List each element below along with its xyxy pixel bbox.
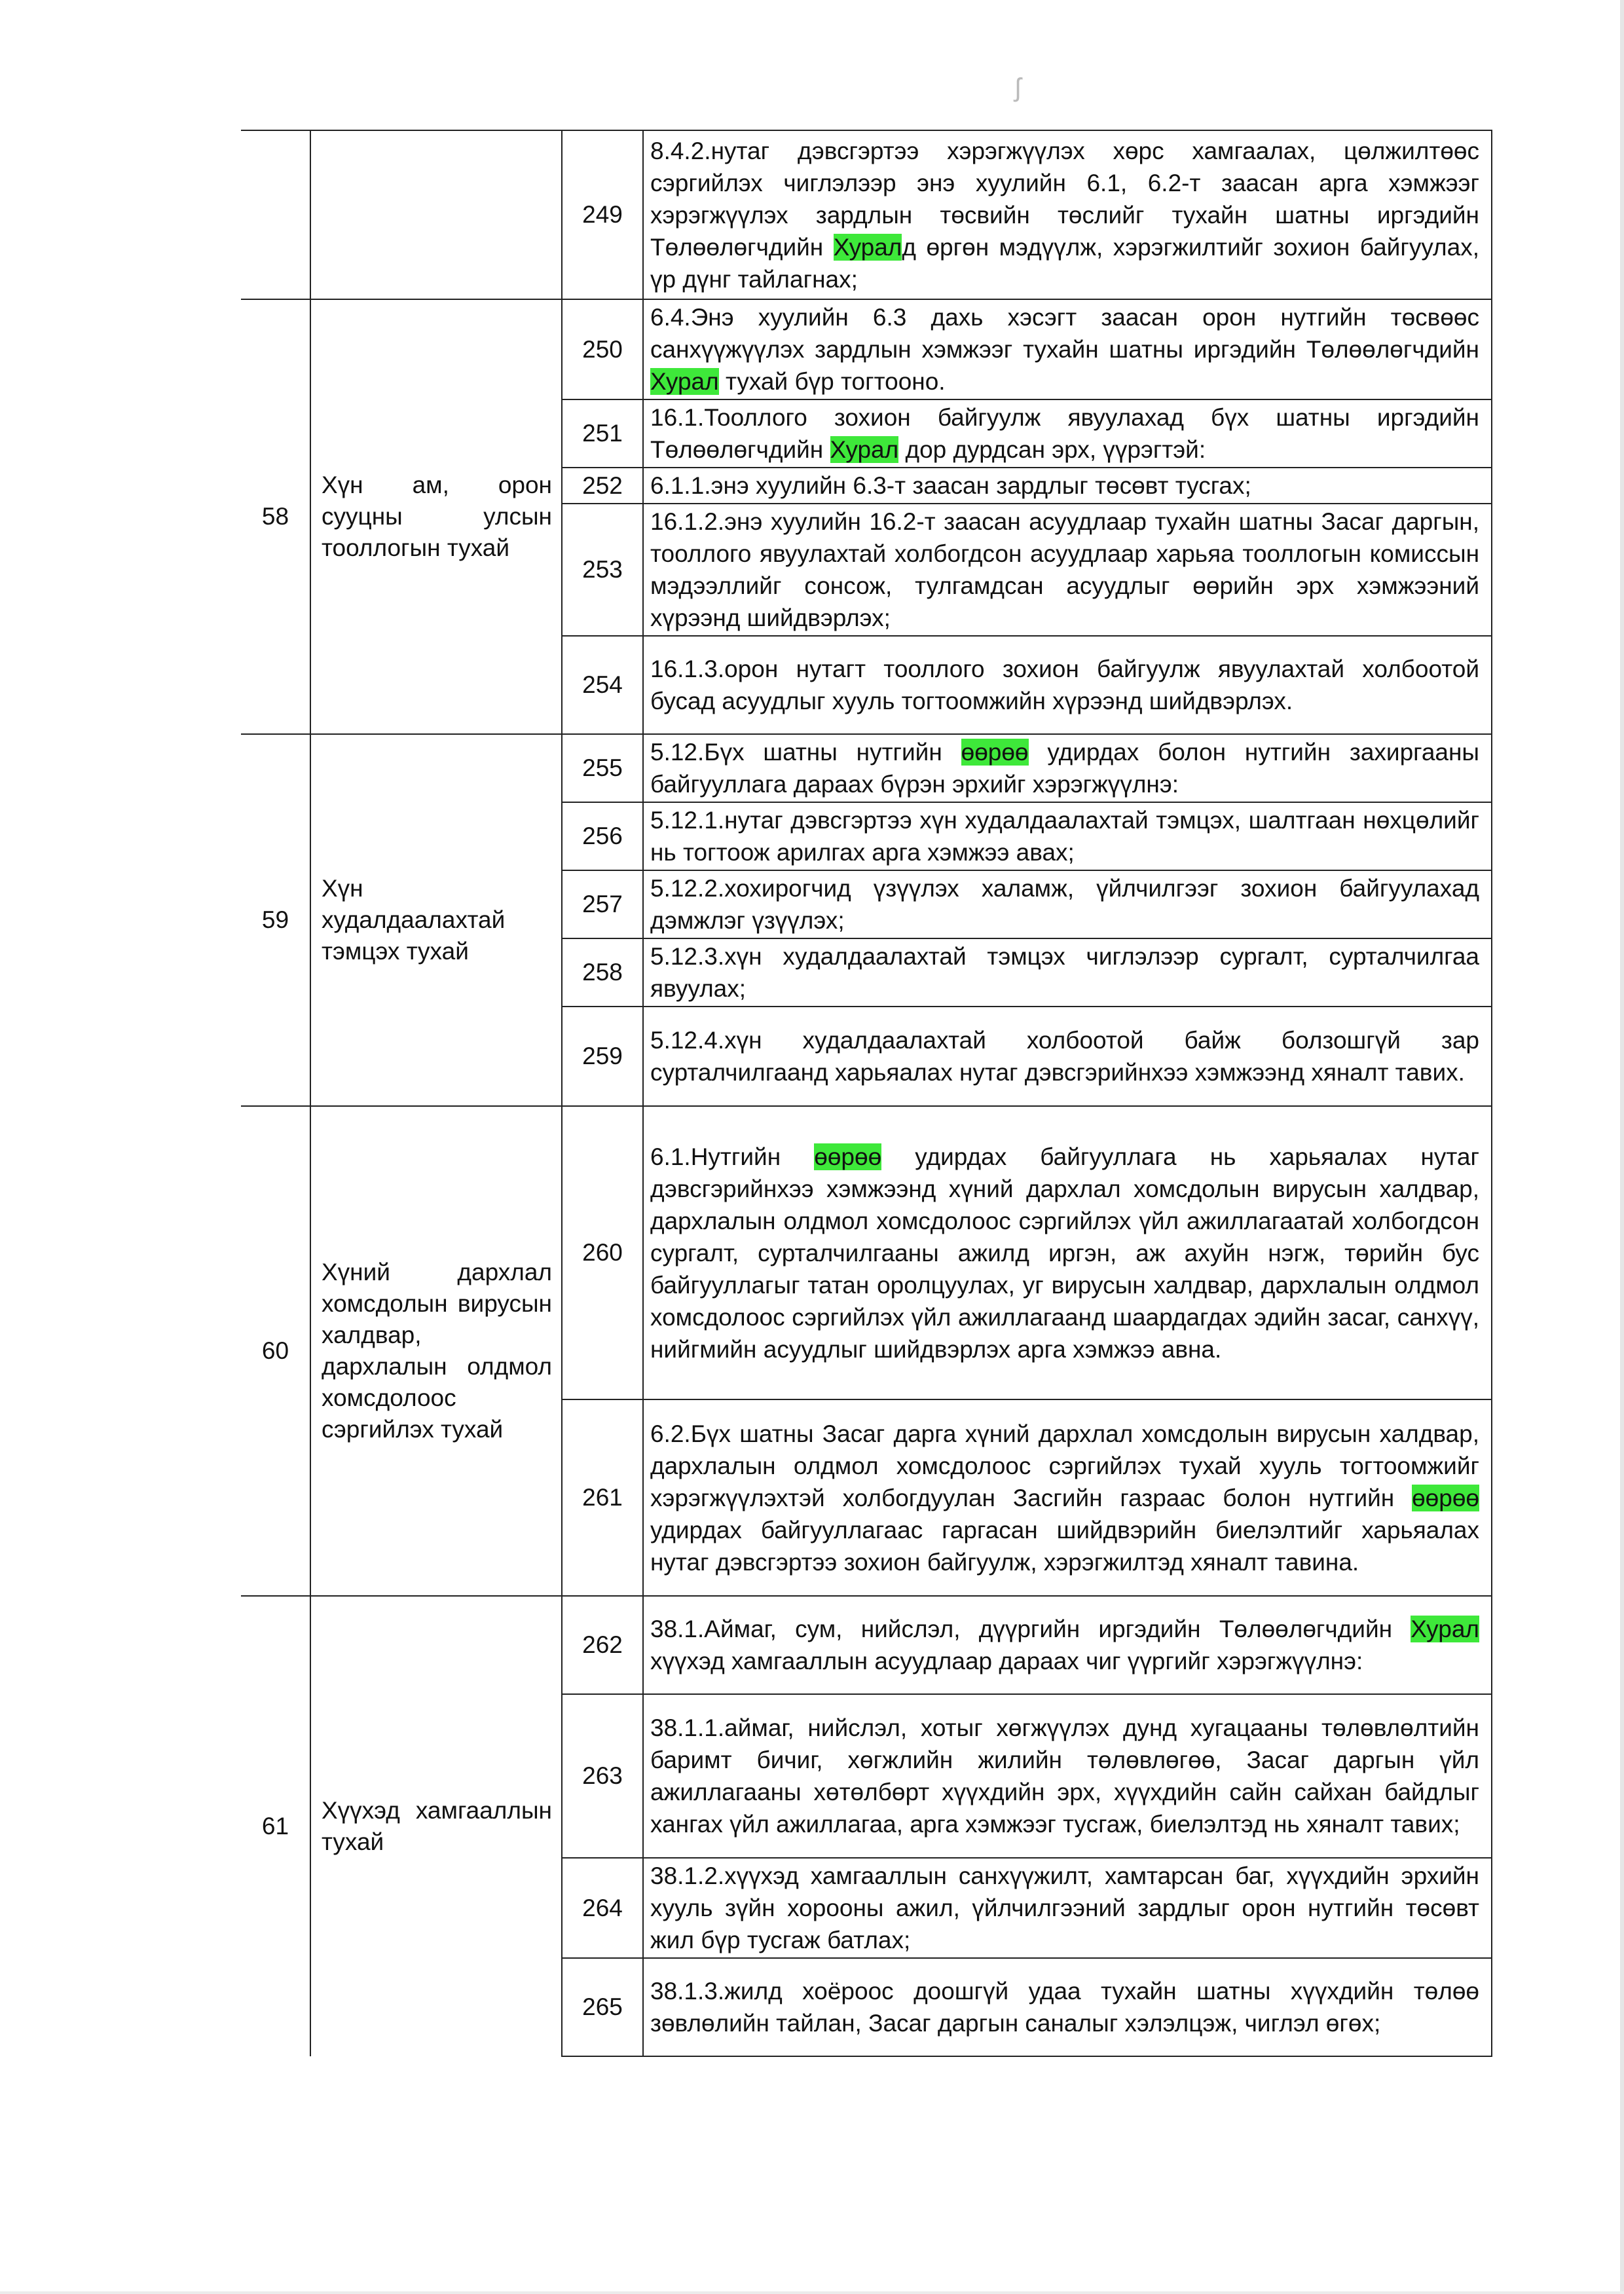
- provision-text: 38.1.2.хүүхэд хамгааллын санхүүжилт, хамтарсан баг, хүүхдийн эрхийн хууль зүйн хорооны ажил, үйлчилгээний зардлыг орон нутгийн төсөвт жил бүр тусгаж батлах;: [643, 1858, 1492, 1958]
- highlight-term: өөрөө: [961, 739, 1029, 766]
- provision-text: 38.1.1.аймаг, нийслэл, хотыг хөгжүүлэх дунд хугацааны төлөвлөлтийн баримт бичиг, хөгжлийн жилийн төлөвлөгөө, Засаг даргын үйл ажиллагааны хөтөлбөрт хүүхдийн эрх, хүүхдийн сайн сайхан байдлыг хангах үйл ажиллагаа, арга хэмжээг тусгаж, биелэлтэд нь хяналт тавих;: [643, 1694, 1492, 1858]
- provision-text: 6.4.Энэ хуулийн 6.3 дахь хэсэгт заасан орон нутгийн төсвөөс санхүүжүүлэх зардлын хэмжээг тухайн шатны иргэдийн Төлөөлөгчдийн Хурал тухай бүр тогтооно.: [643, 299, 1492, 399]
- row-number: 249: [562, 130, 643, 299]
- provision-text: 6.2.Бүх шатны Засаг дарга хүний дархлал хомсдолын вирусын халдвар, дархлалын олдмол хомсдолоос сэргийлэх тухай хууль тогтоомжийг хэрэгжүүлэхтэй холбогдуулан Засгийн газраас болон нутгийн өөрөө удирдах байгууллагаас гаргасан шийдвэрийн биелэлтийг харьяалах нутаг дэвсгэртээ зохион байгуулж, хэрэгжилтэд хяналт тавина.: [643, 1399, 1492, 1596]
- provision-text: 6.1.Нутгийн өөрөө удирдах байгууллага нь харьяалах нутаг дэвсгэрийнхээ хэмжээнд хүний дархлал хомсдолын вирусын халдвар, дархлалын олдмол хомсдолоос сэргийлэх үйл ажиллагаатай холбогдсон сургалт, сурталчилгааны ажилд иргэн, аж ахуйн нэгж, төрийн бус байгууллагыг татан оролцуулах, уг вирусын халдвар, дархлалын олдмол хомсдолоос сэргийлэх үйл ажиллагаанд шаардагдах эдийн засаг, санхүү, нийгмийн асуудлыг шийдвэрлэх арга хэмжээ авна.: [643, 1106, 1492, 1399]
- provision-text: 5.12.1.нутаг дэвсгэртээ хүн худалдаалахтай тэмцэх, шалтгаан нөхцөлийг нь тогтоож арилгах арга хэмжээ авах;: [643, 802, 1492, 870]
- provision-text: 38.1.Аймаг, сум, нийслэл, дүүргийн иргэдийн Төлөөлөгчдийн Хурал хүүхэд хамгааллын асуудлаар дараах чиг үүргийг хэрэгжүүлнэ:: [643, 1596, 1492, 1694]
- highlight-term: өөрөө: [814, 1143, 882, 1170]
- row-number: 262: [562, 1596, 643, 1694]
- table-row: [241, 130, 1492, 299]
- group-number-cell: 58: [241, 299, 310, 734]
- law-provisions-table: [241, 130, 1492, 2057]
- provision-text: 16.1.Тооллого зохион байгуулж явуулахад бүх шатны иргэдийн Төлөөлөгчдийн Хурал дор дурдсан эрх, үүрэгтэй:: [643, 399, 1492, 468]
- provision-text: 6.1.1.энэ хуулийн 6.3-т заасан зардлыг төсөвт тусгах;: [643, 468, 1492, 504]
- row-number: 255: [562, 734, 643, 802]
- scan-edge: [1620, 0, 1624, 2294]
- provision-text: 5.12.3.хүн худалдаалахтай тэмцэх чиглэлээр сургалт, сурталчилгаа явуулах;: [643, 938, 1492, 1007]
- row-number: 256: [562, 802, 643, 870]
- row-number: 264: [562, 1858, 643, 1958]
- row-number: 257: [562, 870, 643, 938]
- row-number: 251: [562, 399, 643, 468]
- provision-text: 5.12.2.хохирогчид үзүүлэх халамж, үйлчилгээг зохион байгуулахад дэмжлэг үзүүлэх;: [643, 870, 1492, 938]
- provision-text: 5.12.4.хүн худалдаалахтай холбоотой байж болзошгүй зар сурталчилгаанд харьяалах нутаг дэвсгэрийнхээ хэмжээнд хяналт тавих.: [643, 1007, 1492, 1106]
- row-number: 265: [562, 1958, 643, 2056]
- highlight-term: Хурал: [1411, 1616, 1479, 1642]
- group-number-cell: 59: [241, 734, 310, 1106]
- provision-text: 16.1.2.энэ хуулийн 16.2-т заасан асуудлаар тухайн шатны Засаг даргын, тооллого явуулахтай холбогдсон асуудлаар харьяа тооллогын комиссын мэдээллийг сонсож, тулгамдсан асуудлыг өөрийн эрх хэмжээний хүрээнд шийдвэрлэх;: [643, 504, 1492, 636]
- group-topic-cell: Хүний дархлал хомсдолын вирусын халдвар, дархлалын олдмол хомсдолоос сэргийлэх тухай: [310, 1106, 562, 1596]
- group-number-cell: 61: [241, 1596, 310, 2056]
- table-row: [241, 1596, 1492, 1694]
- group-topic-cell: [310, 130, 562, 299]
- highlight-term: өөрөө: [1412, 1484, 1479, 1511]
- row-number: 254: [562, 636, 643, 734]
- row-number: 252: [562, 468, 643, 504]
- row-number: 263: [562, 1694, 643, 1858]
- group-topic-cell: Хүүхэд хамгааллын тухай: [310, 1596, 562, 2056]
- pen-mark: ʃ: [1015, 73, 1021, 102]
- highlight-term: Хурал: [650, 368, 719, 395]
- provision-text: 38.1.3.жилд хоёроос доошгүй удаа тухайн шатны хүүхдийн төлөө зөвлөлийн тайлан, Засаг даргын саналыг хэлэлцэж, чиглэл өгөх;: [643, 1958, 1492, 2056]
- row-number: 261: [562, 1399, 643, 1596]
- table-row: [241, 734, 1492, 802]
- row-number: 259: [562, 1007, 643, 1106]
- provision-text: 8.4.2.нутаг дэвсгэртээ хэрэгжүүлэх хөрс хамгаалах, цөлжилтөөс сэргийлэх чиглэлээр энэ хуулийн 6.1, 6.2-т заасан арга хэмжээг хэрэгжүүлэх зардлын төсвийн төслийг тухайн шатны иргэдийн Төлөөлөгчдийн Хуралд өргөн мэдүүлж, хэрэгжилтийг зохион байгуулах, үр дүнг тайлагнах;: [643, 130, 1492, 299]
- group-number-cell: 60: [241, 1106, 310, 1596]
- row-number: 253: [562, 504, 643, 636]
- table-row: [241, 1106, 1492, 1399]
- group-topic-cell: Хүн худалдаалахтай тэмцэх тухай: [310, 734, 562, 1106]
- scan-edge-bottom: [0, 2291, 1624, 2294]
- row-number: 250: [562, 299, 643, 399]
- highlight-term: Хурал: [833, 233, 902, 261]
- provision-text: 5.12.Бүх шатны нутгийн өөрөө удирдах болон нутгийн захиргааны байгууллага дараах бүрэн эрхийг хэрэгжүүлнэ:: [643, 734, 1492, 802]
- table-row: [241, 299, 1492, 399]
- provision-text: 16.1.3.орон нутагт тооллого зохион байгуулж явуулахтай холбоотой бусад асуудлыг хууль тогтоомжийн хүрээнд шийдвэрлэх.: [643, 636, 1492, 734]
- row-number: 260: [562, 1106, 643, 1399]
- highlight-term: Хурал: [830, 436, 899, 463]
- group-number-cell: [241, 130, 310, 299]
- group-topic-cell: Хүн ам, орон сууцны улсын тооллогын тухай: [310, 299, 562, 734]
- row-number: 258: [562, 938, 643, 1007]
